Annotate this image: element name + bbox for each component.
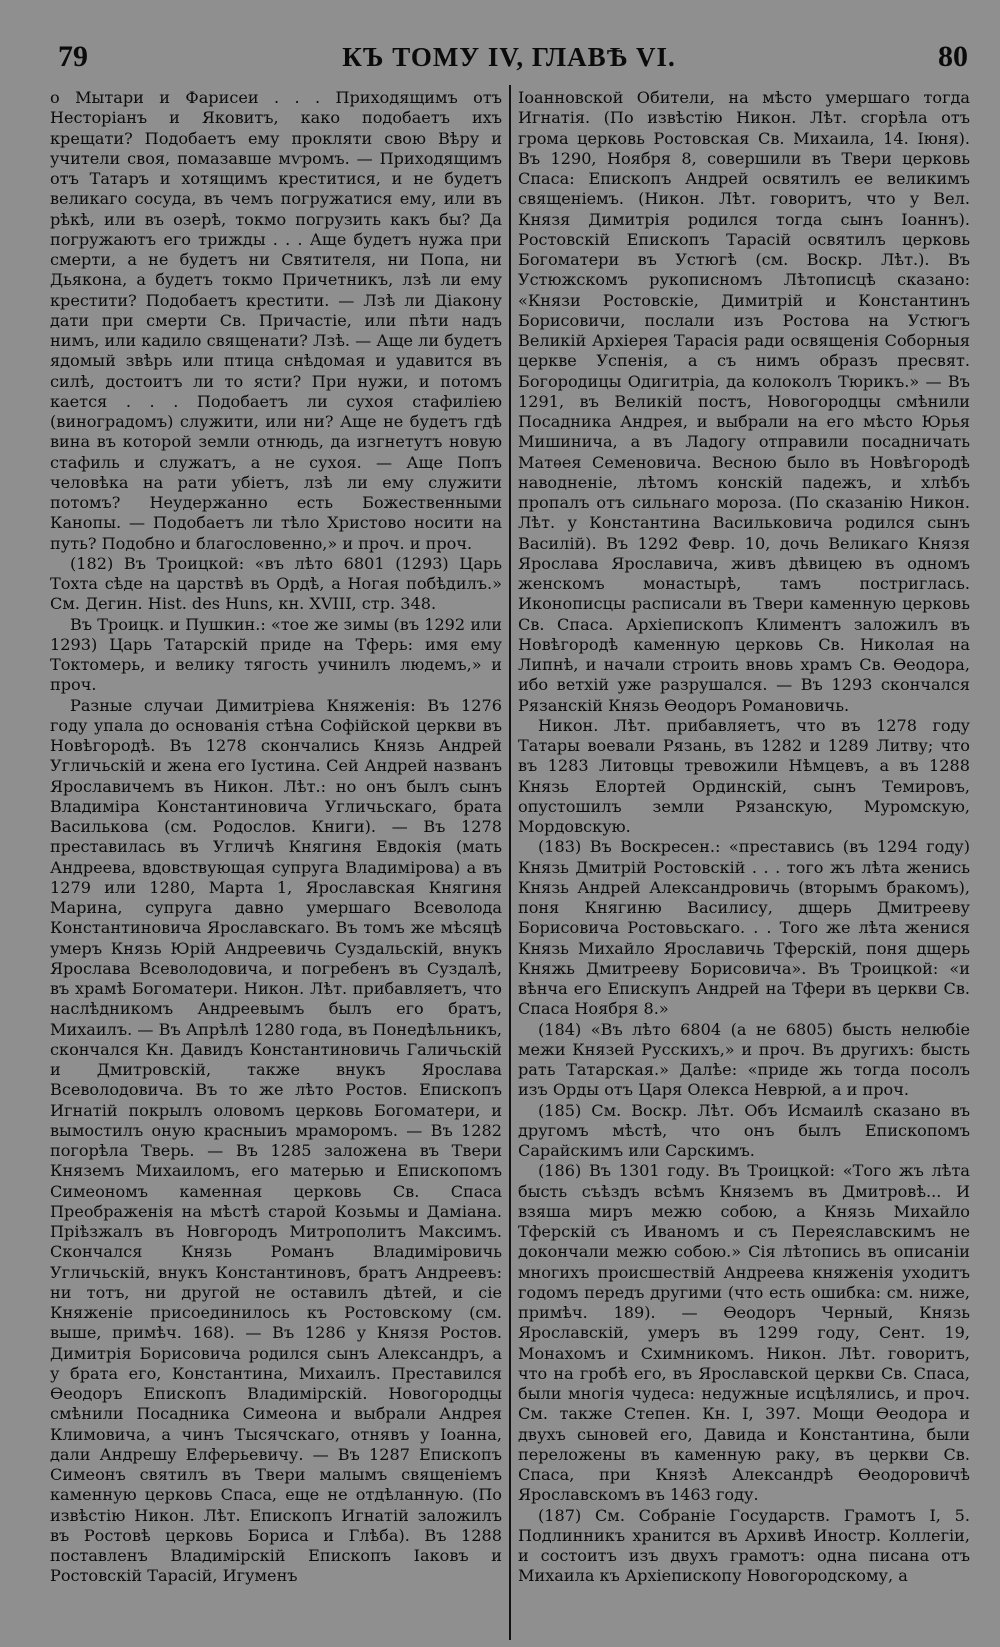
column-divider	[509, 85, 511, 1640]
page-number-right: 80	[938, 40, 968, 73]
paragraph: Никон. Лѣт. прибавляетъ, что въ 1278 году Татары воевали Рязань, въ 1282 и 1289 Литву; что въ 1283 Литовцы тревожили Нѣмцевъ, а въ 1288 Князь Елортей Ординскій, сынъ Темировъ, опустошилъ земли Рязанскую, Муромскую, Мордовскую.	[518, 715, 970, 836]
page-number-left: 79	[58, 40, 88, 73]
note-187: (187) См. Собраніе Государств. Грамотъ I, 5. Подлинникъ хранится въ Архивѣ Иностр. Коллегіи, и состоитъ изъ двухъ грамотъ: одна писана отъ Михаила къ Архіепископу Новогородскому, а	[518, 1505, 970, 1586]
note-182: (182) Въ Троицкой: «въ лѣто 6801 (1293) Царь Тохта сѣде на царствѣ въ Ордѣ, а Ногая побѣдилъ.» См. Дегин. Hist. des Huns, кн. XVIII, стр. 348.	[50, 553, 502, 614]
note-183: (183) Въ Воскресен.: «преставись (въ 1294 году) Князь Дмитрій Ростовскій . . . того жъ лѣта женись Князь Андрей Александровичь (вторымъ бракомъ), поня Княгиню Василису, дщерь Дмитрееву Борисовича Ростовьскаго. . . Того же лѣта женися Князь Михайло Ярославичь Тферскій, поня дщерь Княжь Дмитрееву Борисовича». Въ Троицкой: «и вѣнча его Епискупъ Андрей на Тфери въ церкви Св. Спаса Ноября 8.»	[518, 837, 970, 1019]
paragraph: о Мытари и Фарисеи . . . Приходящимъ отъ Несторіанъ и Яковитъ, како подобаетъ ихъ крещати? Подобаетъ ему прокляти свою Вѣру и учители своя, помазавше мѵромъ. — Приходящимъ отъ Татаръ и хотящимъ креститися, и не будетъ великаго сосуда, въ чемъ погружатися ему, или въ рѣкѣ, или въ озерѣ, токмо погрузить какъ бы? Да погружаютъ его трижды . . . Аще будетъ нужа при смерти, а не будетъ ни Святителя, ни Попа, ни Дьякона, а будетъ токмо Причетникъ, лзѣ ли ему крестити? Подобаетъ крестити. — Лзѣ ли Діакону дати при смерти Св. Причастіе, или пѣти надъ нимъ, или кадило священати? Лзѣ. — Аще ли будетъ ядомый звѣрь или птица снѣдомая и удавится въ силѣ, достоитъ ли то ясти? При нужи, и потомъ кается . . . Подобаетъ ли сухоя стафиліею (виноградомъ) служити, или ни? Аще не будетъ гдѣ вина въ которой земли отнюдь, да изгнетутъ новую стафиль и служатъ, а не сухоя. — Аще Попъ человѣка на рати убіетъ, лзѣ ли ему служити потомъ? Неудержанно есть Божественными Канопы. — Подобаетъ ли тѣло Христово носити на путь? Подобно и благословенно,» и проч. и проч.	[50, 88, 502, 553]
note-185: (185) См. Воскр. Лѣт. Объ Исмаилѣ сказано въ другомъ мѣстѣ, что онъ былъ Епископомъ Сарайскимъ или Сарскимъ.	[518, 1100, 970, 1160]
note-186: (186) Въ 1301 году. Въ Троицкой: «Того жъ лѣта бысть съѣздъ всѣмъ Княземъ въ Дмитровѣ... И взяша миръ межю собою, а Князь Михайло Тферскій съ Иваномъ и съ Переяславскимъ не докончали межю собою.» Сія лѣтопись въ описаніи многихъ происшествій Андреева княженія уходитъ годомъ передъ другими (что есть ошибка: см. ниже, примѣч. 189). — Ѳеодоръ Черный, Князь Ярославскій, умеръ въ 1299 году, Сент. 19, Монахомъ и Схимникомъ. Никон. Лѣт. говоритъ, что на гробѣ его, въ Ярославской церкви Св. Спаса, были многія чудеса: недужные исцѣлялись, и проч. См. также Степен. Кн. I, 397. Мощи Ѳеодора и двухъ сыновей его, Давида и Константина, были переложены въ каменную раку, въ церкви Св. Спаса, при Князѣ Александрѣ Ѳеодоровичѣ Ярославскомъ въ 1463 году.	[518, 1161, 970, 1505]
paragraph: Разные случаи Димитріева Княженія: Въ 1276 году упала до основанія стѣна Софійской церкви въ Новѣгородѣ. Въ 1278 скончались Князь Андрей Угличьскій и жена его Іустина. Сей Андрей названъ Ярославичемъ въ Никон. Лѣт.: но онъ былъ сынъ Владиміра Константиновича Угличьскаго, брата Василькова (см. Родослов. Книги). — Въ 1278 преставилась въ Угличѣ Княгиня Евдокія (мать Андреева, вдовствующая супруга Владимірова) а въ 1279 или 1280, Марта 1, Ярославская Княгиня Марина, супруга давно умершаго Всеволода Константиновича Ярославскаго. Въ томъ же мѣсяцѣ умеръ Князь Юрій Андреевичь Суздальскій, внукъ Ярослава Всеволодовича, и погребенъ въ Суздалѣ, въ храмѣ Богоматери. Никон. Лѣт. прибавляетъ, что наслѣдникомъ Андреевымъ былъ его братъ, Михаилъ. — Въ Апрѣлѣ 1280 года, въ Понедѣльникъ, скончался Кн. Давидъ Константиновичь Галичьскій и Дмитровскій, также внукъ Ярослава Всеволодовича. Въ то же лѣто Ростов. Епископъ Игнатій покрылъ оловомъ церковь Богоматери, и вымостилъ оную красныиъ мраморомъ. — Въ 1282 погорѣла Тверь. — Въ 1285 заложена въ Твери Княземъ Михаиломъ, его матерью и Епископомъ Симеономъ каменная церковь Св. Спаса Преображенія на мѣстѣ старой Козьмы и Даміана. Пріѣзжалъ въ Новгородъ Митрополитъ Максимъ. Скончался Князь Романъ Владиміровичь Угличьскій, внукъ Константиновъ, братъ Андреевъ: ни тотъ, ни другой не оставилъ дѣтей, и сіе Княженіе присоединилось къ Ростовскому (см. выше, примѣч. 168). — Въ 1286 у Князя Ростов. Димитрія Борисовича родился сынъ Александръ, а у брата его, Константина, Михаилъ. Преставился Ѳеодоръ Епископъ Владимірскій. Новогородцы смѣнили Посадника Симеона и выбрали Андрея Климовича, а чинъ Тысячскаго, отнявъ у Іоанна, дали Андрешу Елферьевичу. — Въ 1287 Епископъ Симеонъ святилъ въ Твери малымъ священіемъ каменную церковь Спаса, еще не отдѣланную. (По извѣстію Никон. Лѣт. Епископъ Игнатій заложилъ въ Ростовѣ церковь Бориса и Глѣба). Въ 1288 поставленъ Владимірскій Епископъ Іаковъ и Ростовскій Тарасій, Игуменъ	[50, 695, 502, 1586]
paragraph: Іоанновской Обители, на мѣсто умершаго тогда Игнатія. (По извѣстію Никон. Лѣт. сгорѣла отъ грома церковь Ростовская Св. Михаила, 14. Іюня). Въ 1290, Ноября 8, совершили въ Твери церковь Спаса: Епископъ Андрей освятилъ ее великимъ священіемъ. (Никон. Лѣт. говоритъ, что у Вел. Князя Димитрія родился тогда сынъ Іоаннъ). Ростовскій Епископъ Тарасій освятилъ церковь Богоматери въ Устюгѣ (см. Воскр. Лѣт.). Въ Устюжскомъ рукописномъ Лѣтописцѣ сказано: «Князи Ростовскіе, Димитрій и Константинъ Борисовичи, послали изъ Ростова на Устюгъ Великій Архіерея Тарасія ради освященія Соборныя церкве Успенія, а съ нимъ образъ пресвят. Богородицы Одигитріа, да колоколъ Тюрикъ.» — Въ 1291, въ Великій постъ, Новогородцы смѣнили Посадника Андрея, и выбрали на его мѣсто Юрья Мишинича, а въ Ладогу отправили посадничать Матѳея Семеновича. Весною было въ Новѣгородѣ наводненіе, лѣтомъ конскій падежъ, и хлѣбъ пропалъ отъ сильнаго мороза. (По сказанію Никон. Лѣт. у Константина Васильковича родился сынъ Василій). Въ 1292 Февр. 10, дочь Великаго Князя Ярослава Ярославича, живъ дѣвицею въ одномъ женскомъ монастырѣ, тамъ постриглась. Иконописцы расписали въ Твери каменную церковь Св. Спаса. Архіепископъ Климентъ заложилъ въ Новѣгородѣ каменную церковь Св. Николая на Липнѣ, и начали строить вновь храмъ Св. Ѳеодора, ибо ветхій уже разрушался. — Въ 1293 скончался Рязанскій Князь Ѳеодоръ Романовичь.	[518, 88, 970, 715]
running-title: КЪ ТОМУ IV, ГЛАВѢ VI.	[342, 42, 676, 72]
page-header	[50, 40, 968, 80]
paragraph: Въ Троицк. и Пушкин.: «тое же зимы (въ 1292 или 1293) Царь Татарскій приде на Тферь: имя ему Токтомерь, и велику тягость учинилъ людемъ,» и проч.	[50, 614, 502, 695]
right-column	[518, 88, 970, 1637]
note-184: (184) «Въ лѣто 6804 (а не 6805) бысть нелюбіе межи Князей Русскихъ,» и проч. Въ другихъ: бысть рать Татарская.» Далѣе: «приде жь тогда посолъ изъ Орды отъ Царя Олекса Неврюй, а и проч.	[518, 1019, 970, 1100]
left-column	[50, 88, 502, 1637]
